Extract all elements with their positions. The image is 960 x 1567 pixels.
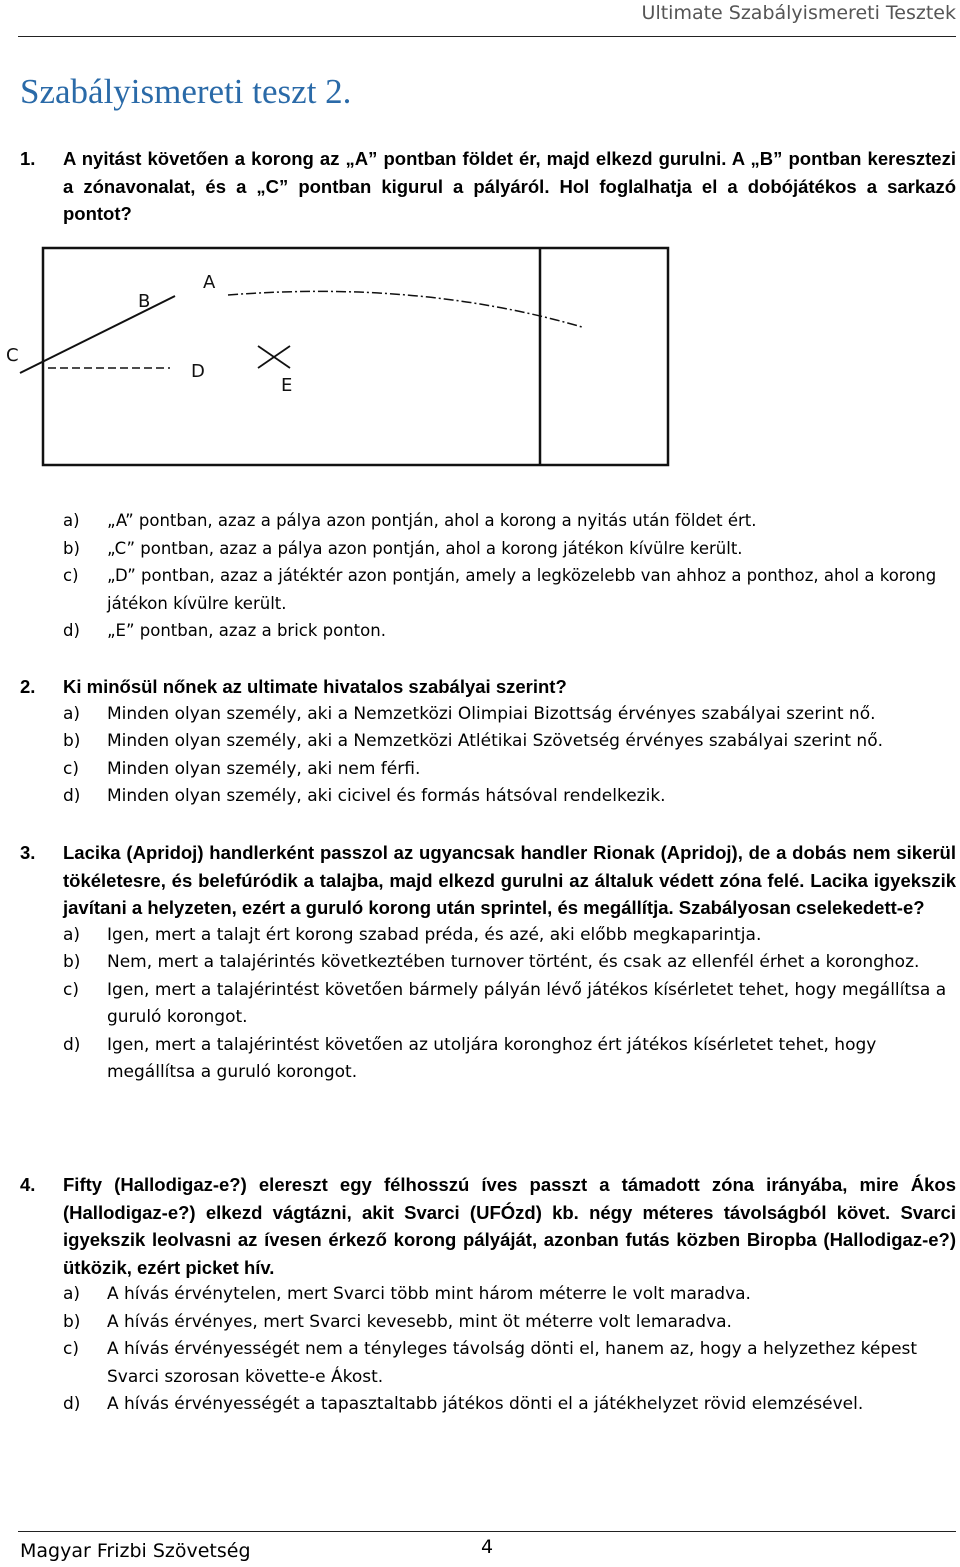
option[interactable]: d) A hívás érvényességét a tapasztaltabb játékos dönti el a játékhelyzet rövid elemzésével. <box>63 1394 864 1414</box>
question-1 <box>20 145 956 228</box>
running-header: Ultimate Szabályismereti Tesztek <box>641 2 956 24</box>
option[interactable]: c) „D” pontban, azaz a játéktér azon pontján, amely a legközelebb van ahhoz a ponthoz, ahol a korong játékon kívülre került. <box>63 566 937 613</box>
disc-flight-path <box>228 291 582 327</box>
option[interactable]: a) Minden olyan személy, aki a Nemzetközi Olimpiai Bizottság érvényes szabályai szerint nő. <box>63 703 876 724</box>
option[interactable]: a) „A” pontban, azaz a pálya azon pontján, ahol a korong a nyitás után földet ért. <box>63 511 757 530</box>
label-d: D <box>191 361 205 382</box>
option[interactable]: d) „E” pontban, azaz a brick ponton. <box>63 621 386 640</box>
footer-rule <box>18 1531 956 1532</box>
option[interactable]: b) Minden olyan személy, aki a Nemzetközi Atlétikai Szövetség érvényes szabályai szerint nő. <box>63 731 884 751</box>
question-2 <box>20 673 956 811</box>
question-number: 3. <box>20 842 36 863</box>
option[interactable]: c) Minden olyan személy, aki nem férfi. <box>63 758 421 779</box>
question-text: Fifty (Hallodigaz-e?) elereszt egy félhosszú íves passzt a támadott zóna irányába, mire Ákos (Hallodigaz-e?) elkezd vágtázni, akit Svarci (UFÓzd) kb. négy méteres távolságból követ. Svarci igyekszik leolvasni az ívesen érkező korong pályáját, azonban futás közben Biropba (Hallodigaz-e?) ütközik, ezért picket hív. <box>63 1174 956 1278</box>
field-outline <box>43 248 668 465</box>
question-1-options <box>20 507 956 645</box>
option[interactable]: b) Nem, mert a talajérintés következtében turnover történt, és csak az ellenfél érhet a koronghoz. <box>63 952 920 972</box>
label-b: B <box>138 291 151 312</box>
header-rule <box>18 36 956 37</box>
label-c: C <box>6 345 19 366</box>
question-text: Lacika (Apridoj) handlerként passzol az ugyancsak handler Rionak (Apridoj), de a dobás nem sikerül tökéletesre, és belefúródik a talajba, majd elkezd gurulni az általuk védett zóna felé. Lacika igyekszik javítani a helyzeten, ezért a guruló korong után sprintel, és megállítja. Szabályosan cselekedett-e? <box>63 842 956 918</box>
page-title: Szabályismereti teszt 2. <box>20 72 352 111</box>
option[interactable]: c) Igen, mert a talajérintést követően bármely pályán lévő játékos kísérletet tehet, hogy megállítsa a guruló korongot. <box>63 979 947 1027</box>
option[interactable]: b) „C” pontban, azaz a pálya azon pontján, ahol a korong játékon kívülre került. <box>63 538 743 558</box>
footer-organization: Magyar Frizbi Szövetség <box>20 1540 251 1562</box>
option[interactable]: c) A hívás érvényességét nem a tényleges távolság dönti el, hanem az, hogy a helyzethez képest Svarci szorosan követte-e Ákost. <box>63 1339 918 1387</box>
option[interactable]: a) Igen, mert a talajt ért korong szabad préda, és azé, aki előbb megkaparintja. <box>63 924 762 945</box>
question-text: Ki minősül nőnek az ultimate hivatalos szabályai szerint? <box>63 676 567 697</box>
field-diagram <box>0 240 680 475</box>
option[interactable]: d) Minden olyan személy, aki cicivel és formás hátsóval rendelkezik. <box>63 786 666 806</box>
question-number: 4. <box>20 1174 36 1195</box>
question-3 <box>20 839 956 1087</box>
question-number: 2. <box>20 676 36 697</box>
option[interactable]: a) A hívás érvénytelen, mert Svarci több mint három méterre le volt maradva. <box>63 1284 751 1304</box>
page-number: 4 <box>481 1536 494 1558</box>
label-a: A <box>203 272 216 293</box>
question-number: 1. <box>20 148 36 169</box>
option[interactable]: b) A hívás érvényes, mert Svarci kevesebb, mint öt méterre volt lemaradva. <box>63 1311 732 1332</box>
question-text: A nyitást követően a korong az „A” pontban földet ér, majd elkezd gurulni. A „B” pontban keresztezi a zónavonalat, és a „C” pontban kigurul a pályáról. Hol foglalhatja el a dobójátékos a sarkazó pontot? <box>63 148 956 224</box>
option[interactable]: d) Igen, mert a talajérintést követően az utoljára koronghoz ért játékos kísérletet tehet, hogy megállítsa a guruló korongot. <box>63 1034 877 1082</box>
question-4 <box>20 1171 956 1419</box>
label-e: E <box>281 375 293 396</box>
